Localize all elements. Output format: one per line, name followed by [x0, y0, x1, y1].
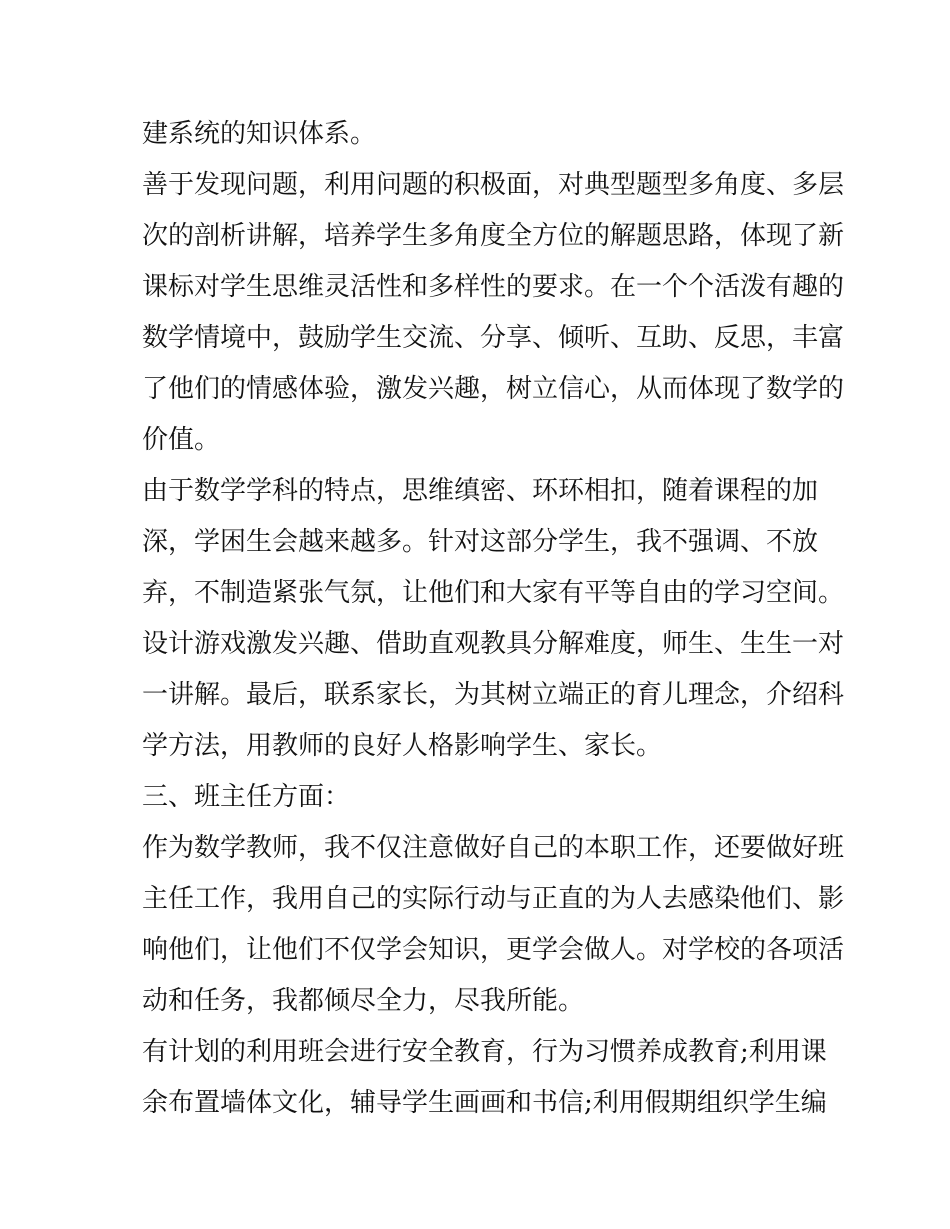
- text-line: 设计游戏激发兴趣、借助直观教具分解难度，师生、生生一对: [142, 629, 845, 659]
- text-line: 由于数学学科的特点，思维缜密、环环相扣，随着课程的加: [142, 476, 819, 506]
- text-line: 学方法，用教师的良好人格影响学生、家长。: [142, 731, 663, 761]
- text-line: 建系统的知识体系。: [142, 119, 377, 149]
- text-line: 作为数学教师，我不仅注意做好自己的本职工作，还要做好班: [142, 833, 845, 863]
- text-line: 了他们的情感体验，激发兴趣，树立信心，从而体现了数学的: [142, 374, 845, 404]
- text-line: 有计划的利用班会进行安全教育，行为习惯养成教育;利用课: [142, 1037, 827, 1067]
- text-line: 课标对学生思维灵活性和多样性的要求。在一个个活泼有趣的: [142, 272, 845, 302]
- text-line: 数学情境中，鼓励学生交流、分享、倾听、互助、反思，丰富: [142, 323, 845, 353]
- section-heading: 三、班主任方面：: [142, 782, 351, 812]
- text-line: 深，学困生会越来越多。针对这部分学生，我不强调、不放: [142, 527, 819, 557]
- document-body: [142, 109, 845, 1129]
- text-line: 主任工作，我用自己的实际行动与正直的为人去感染他们、影: [142, 884, 845, 914]
- text-line: 善于发现问题，利用问题的积极面，对典型题型多角度、多层: [142, 170, 845, 200]
- text-line: 响他们，让他们不仅学会知识，更学会做人。对学校的各项活: [142, 935, 845, 965]
- text-line: 动和任务，我都倾尽全力，尽我所能。: [142, 986, 585, 1016]
- text-line: 一讲解。最后，联系家长，为其树立端正的育儿理念，介绍科: [142, 680, 845, 710]
- text-line: 弃，不制造紧张气氛，让他们和大家有平等自由的学习空间。: [142, 578, 845, 608]
- text-line: 次的剖析讲解，培养学生多角度全方位的解题思路，体现了新: [142, 221, 845, 251]
- text-line: 余布置墙体文化，辅导学生画画和书信;利用假期组织学生编: [142, 1088, 827, 1118]
- text-line: 价值。: [142, 425, 221, 455]
